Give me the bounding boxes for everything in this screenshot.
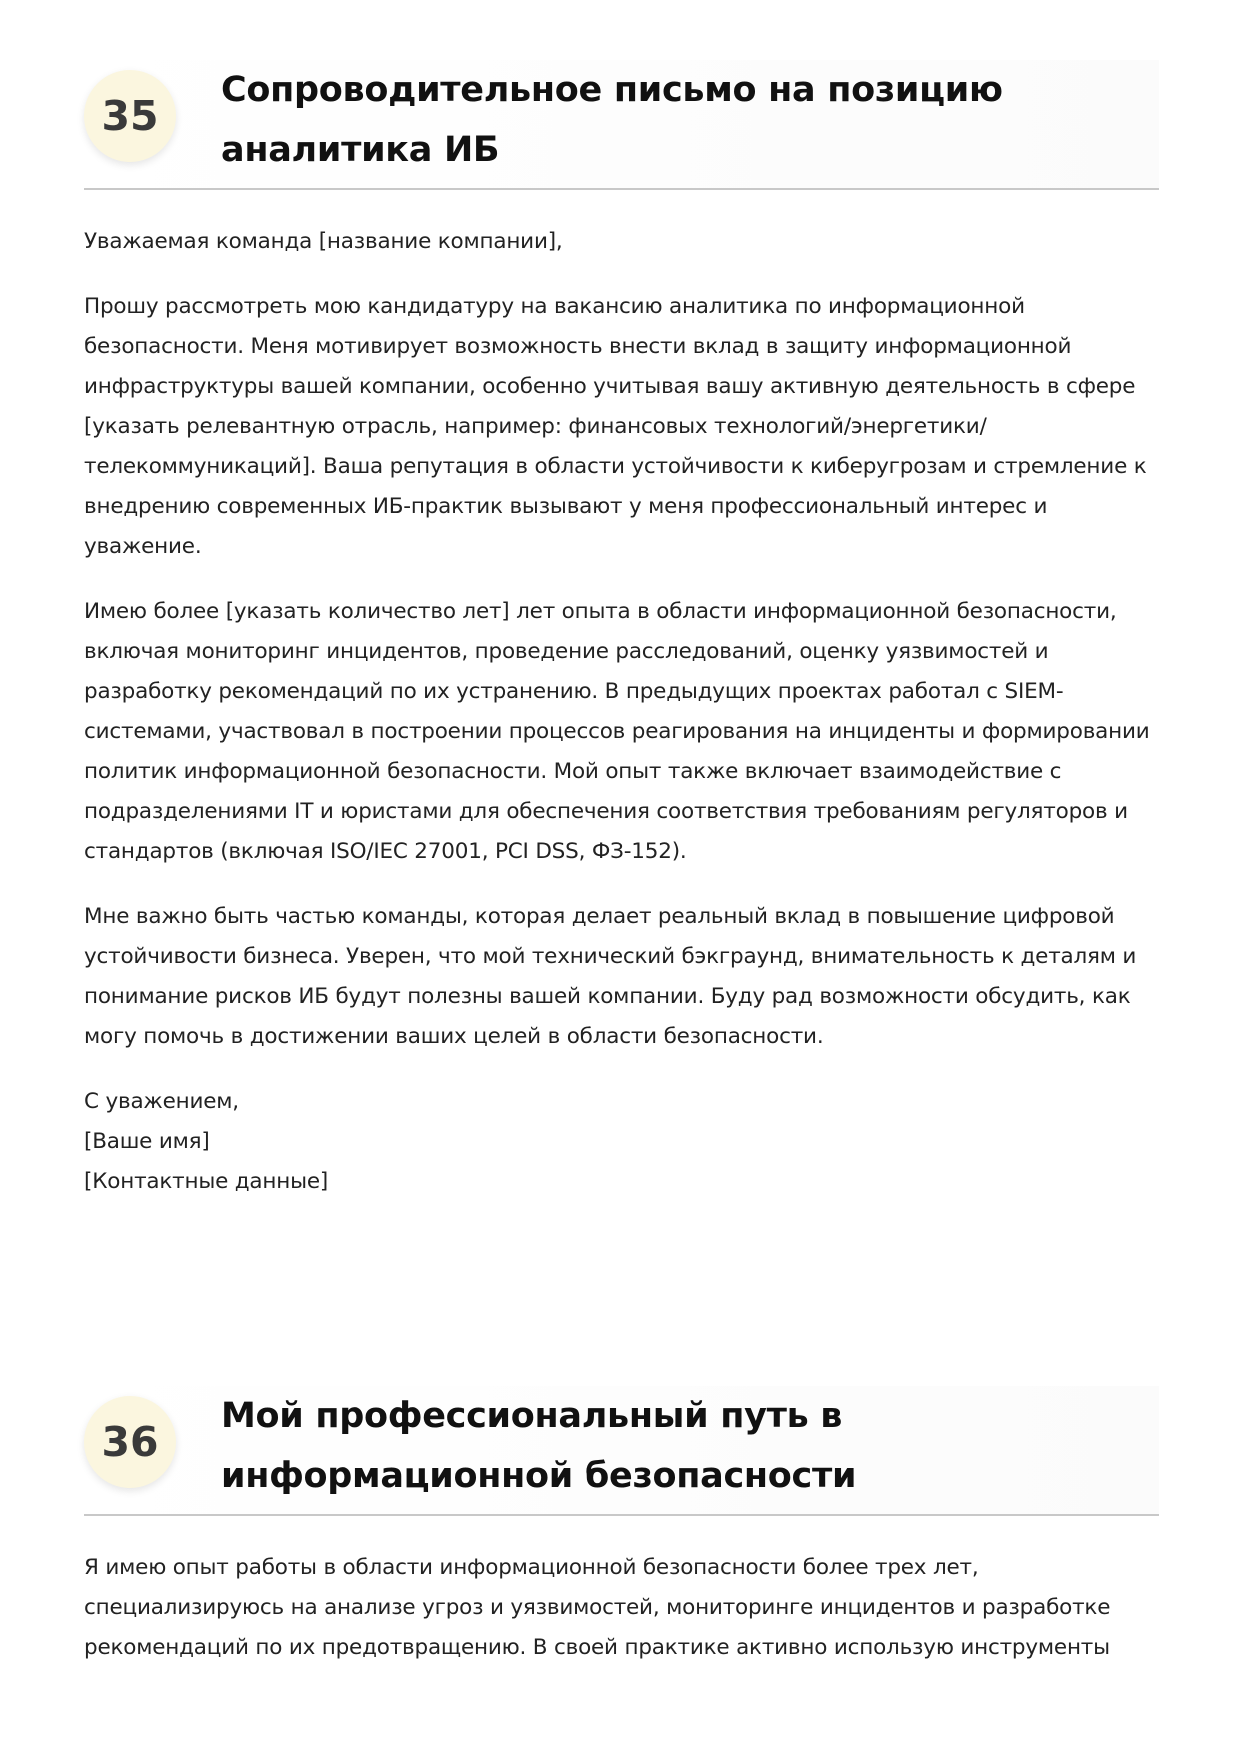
section-title: Сопроводительное письмо на позицию аналитика ИБ (221, 70, 1003, 170)
section-header (84, 60, 1159, 190)
signature-name: [Ваше имя] (84, 1129, 210, 1154)
section-number-badge: 35 (84, 70, 176, 162)
document-page (84, 0, 1159, 1753)
section-body (84, 1516, 1159, 1668)
section-36 (84, 1386, 1159, 1693)
letter-paragraph: Прошу рассмотреть мою кандидатуру на вакансию аналитика по информационной безопасности. Меня мотивирует возможность внести вклад в защиту информационной инфраструктуры вашей компании, особенно учитывая вашу активную деятельность в сфере [указать релевантную отрасль, например: финансовых технологий/энергетики/ телекоммуникаций]. Ваша репутация в области устойчивости к киберугрозам и стремление к внедрению современных ИБ-практик вызывают у меня профессиональный интерес и уважение. (84, 294, 1147, 559)
letter-paragraph: Мне важно быть частью команды, которая делает реальный вклад в повышение цифровой устойчивости бизнеса. Уверен, что мой технический бэкграунд, внимательность к деталям и понимание рисков ИБ будут полезны вашей компании. Буду рад возможности обсудить, как могу помочь в достижении ваших целей в области безопасности. (84, 904, 1137, 1049)
section-title: Мой профессиональный путь в информационной безопасности (221, 1396, 857, 1496)
section-paragraph: Я имею опыт работы в области информационной безопасности более трех лет, специализируюсь на анализе угроз и уязвимостей, мониторинге инцидентов и разработке рекомендаций по их предотвращению. В своей практике активно использую инструменты (84, 1555, 1111, 1660)
letter-signature (84, 1082, 1159, 1202)
letter-paragraph: Имею более [указать количество лет] лет опыта в области информационной безопасности, включая мониторинг инцидентов, проведение расследований, оценку уязвимостей и разработку рекомендаций по их устранению. В предыдущих проектах работал с SIEM-системами, участвовал в построении процессов реагирования на инциденты и формировании политик информационной безопасности. Мой опыт также включает взаимодействие с подразделениями IT и юристами для обеспечения соответствия требованиям регуляторов и стандартов (включая ISO/IEC 27001, PCI DSS, ФЗ-152). (84, 599, 1150, 864)
section-number-badge: 36 (84, 1396, 176, 1488)
section-35 (84, 60, 1159, 1202)
signature-contacts: [Контактные данные] (84, 1169, 329, 1194)
letter-body (84, 190, 1159, 1202)
section-header (84, 1386, 1159, 1516)
signature-closing: С уважением, (84, 1089, 239, 1114)
letter-greeting: Уважаемая команда [название компании], (84, 229, 563, 254)
